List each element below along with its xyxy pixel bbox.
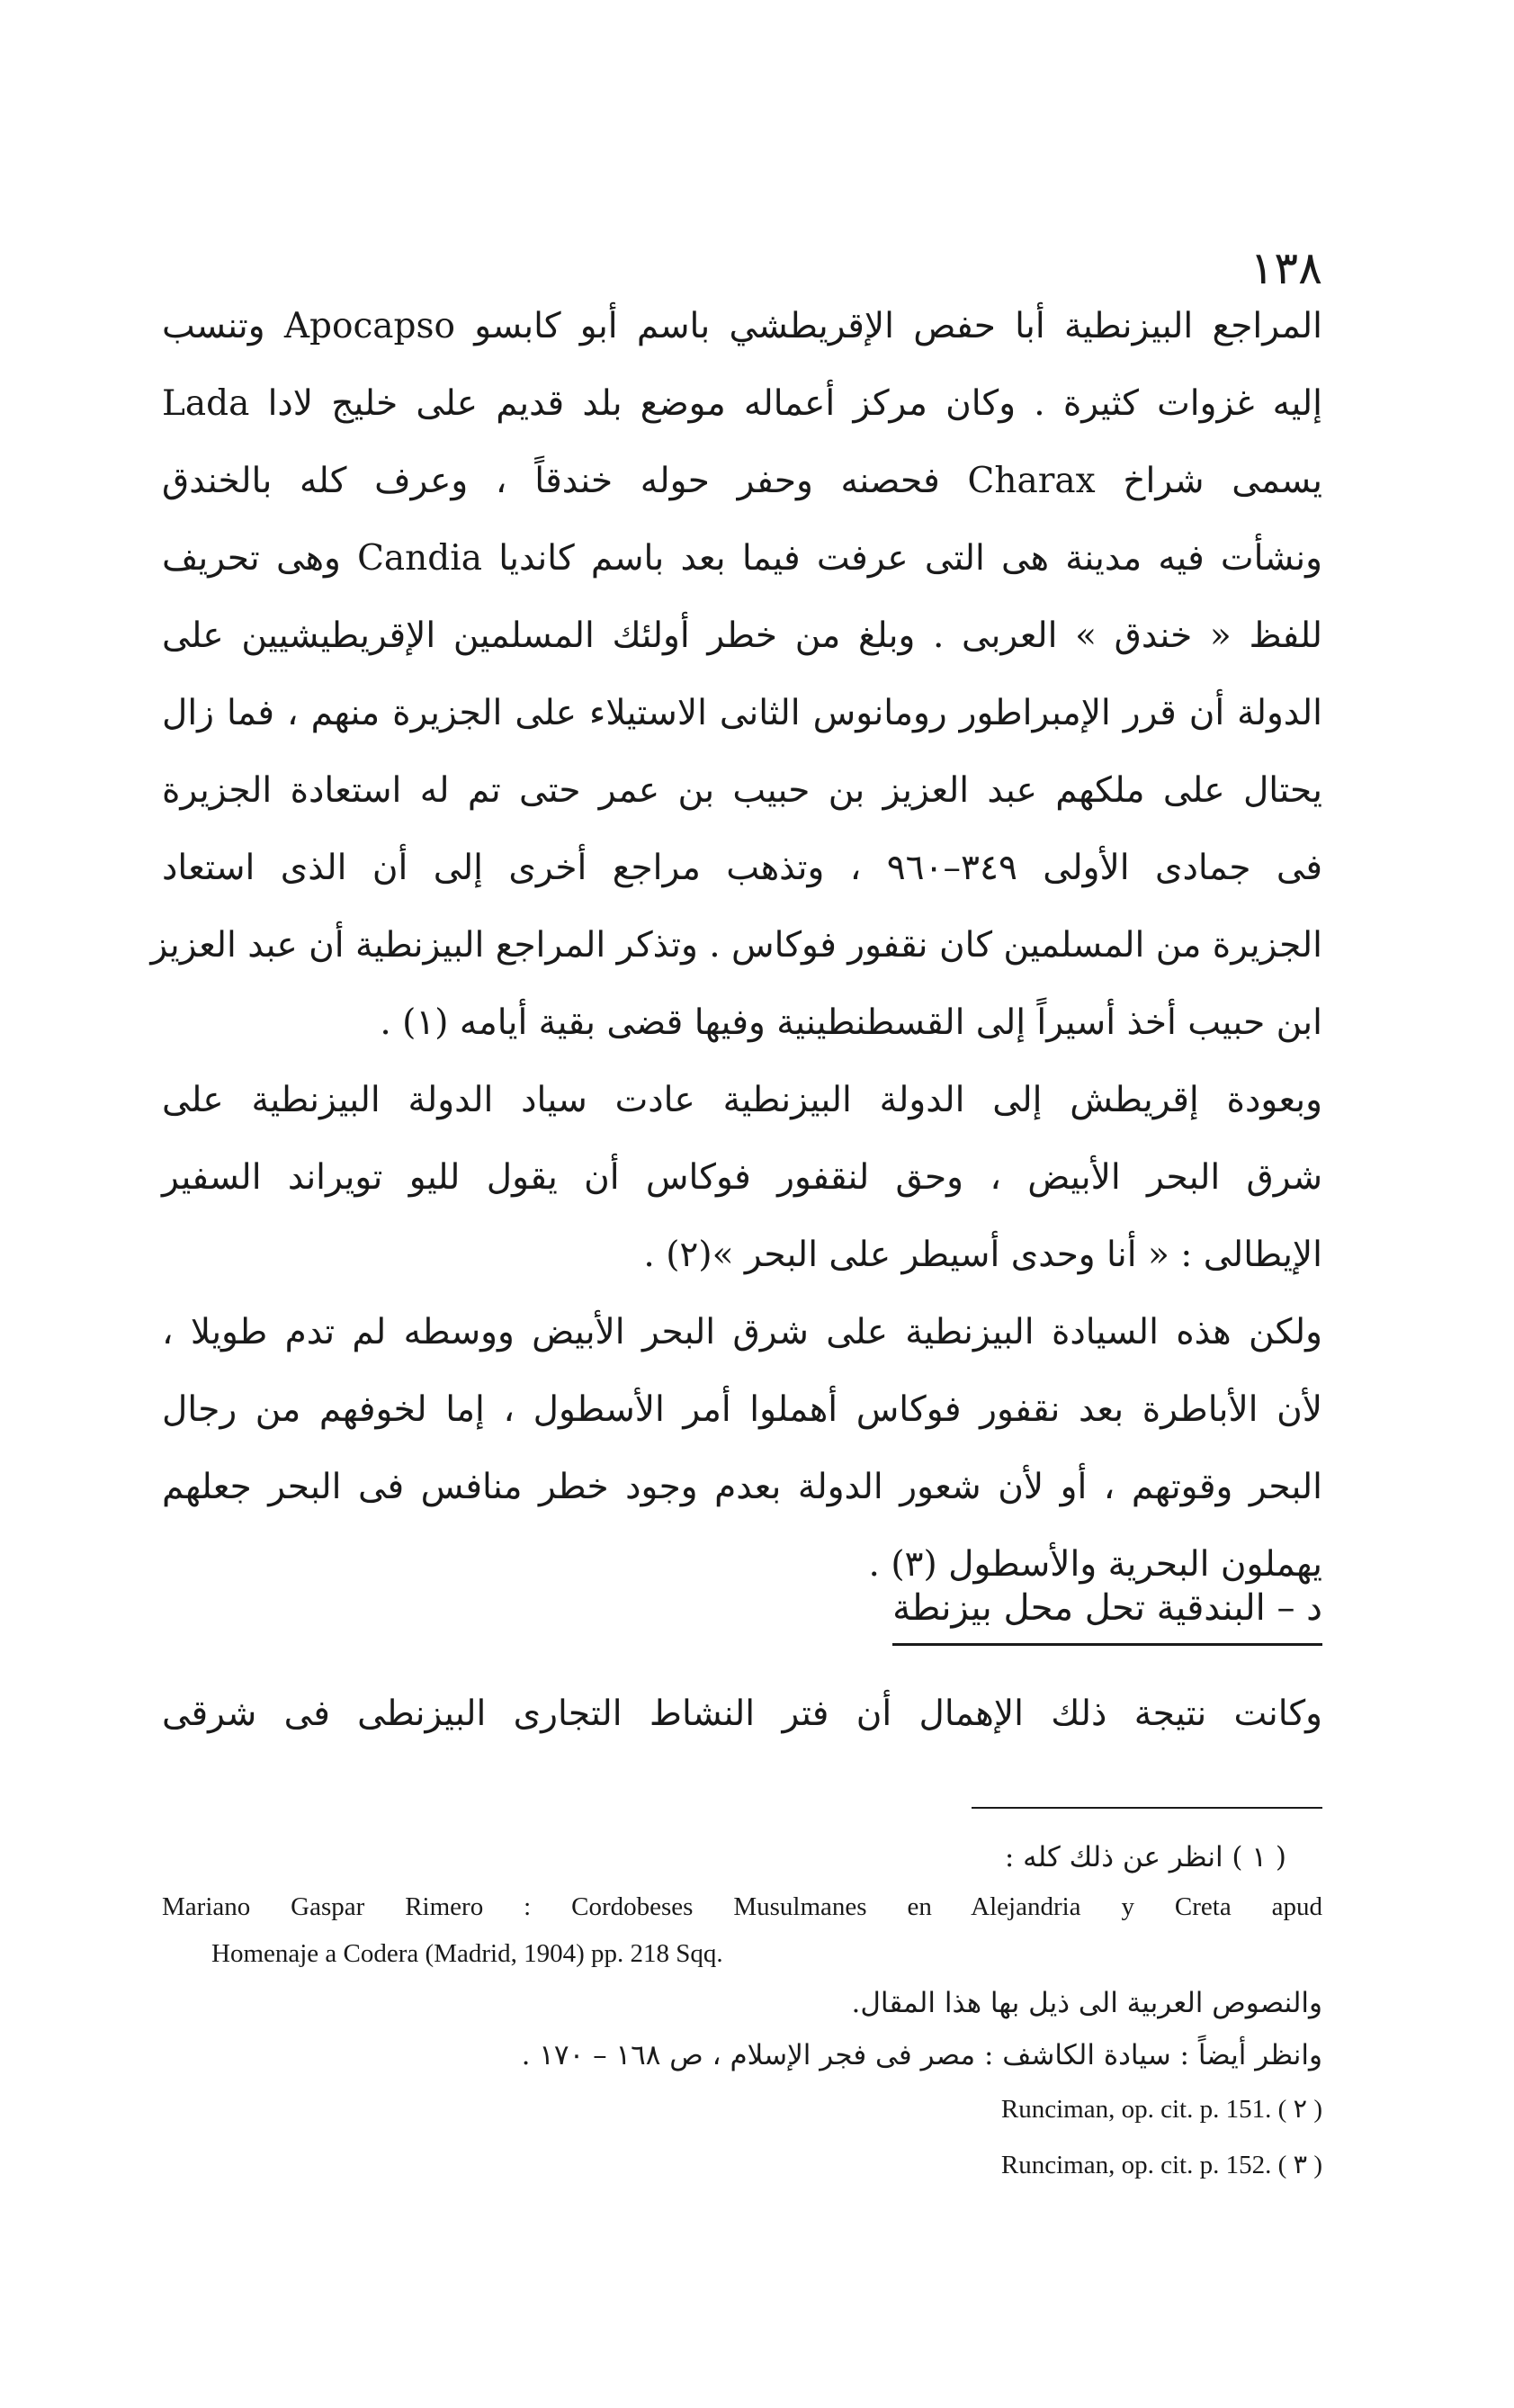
section-heading-container — [792, 1577, 1322, 1646]
body-line: شرق البحر الأبيض ، وحق لنقفور فوكاس أن يقول لليو تويراند السفير — [162, 1157, 1322, 1198]
body-line: فى جمادى الأولى ٣٤٩–٩٦٠ ، وتذهب مراجع أخرى إلى أن الذى استعاد — [162, 848, 1322, 888]
body-line: الجزيرة من المسلمين كان نقفور فوكاس . وتذكر المراجع البيزنطية أن عبد العزيز — [150, 925, 1322, 966]
body-line: لأن الأباطرة بعد نقفور فوكاس أهملوا أمر الأسطول ، إما لخوفهم من رجال — [162, 1389, 1322, 1430]
section-heading: د – البندقية تحل محل بيزنطة — [892, 1577, 1322, 1646]
body-line: الدولة أن قرر الإمبراطور رومانوس الثانى الاستيلاء على الجزيرة منهم ، فما زال — [162, 693, 1322, 733]
footnote-1-intro: ( ١ ) انظر عن ذلك كله : — [1004, 1841, 1286, 1873]
body-line: ونشأت فيه مدينة هى التى عرفت فيما بعد باسم كانديا Candia وهى تحريف — [162, 538, 1322, 579]
main-body-text — [150, 288, 1323, 1604]
footnote-3: Runciman, op. cit. p. 152. ( ٣ ) — [1000, 2151, 1322, 2179]
footnote-1-citation-line-2: Homenaje a Codera (Madrid, 1904) pp. 218 Sqq. — [211, 1939, 723, 1968]
page-number: ١٣٨ — [1250, 242, 1322, 294]
body-line: يحتال على ملكهم عبد العزيز بن حبيب بن عمر حتى تم له استعادة الجزيرة — [162, 770, 1322, 811]
body-line: وكانت نتيجة ذلك الإهمال أن فتر النشاط التجارى البيزنطى فى شرقى — [162, 1694, 1322, 1734]
footnote-1-citation-line-1: Mariano Gaspar Rimero : Cordobeses Musulmanes en Alejandria y Creta apud — [162, 1892, 1322, 1921]
footnotes — [162, 1831, 1322, 2193]
body-line: وبعودة إقريطش إلى الدولة البيزنطية عادت سياد الدولة البيزنطية على — [162, 1080, 1322, 1120]
body-line: يسمى شراخ Charax فحصنه وحفر حوله خندقاً ، وعرف كله بالخندق — [162, 461, 1323, 501]
body-line-paragraph-end: ابن حبيب أخذ أسيراً إلى القسطنطينية وفيها قضى بقية أيامه (١) . — [380, 1002, 1322, 1043]
body-line: المراجع البيزنطية أبا حفص الإقريطشي باسم أبو كابسو Apocapso وتنسب — [162, 306, 1322, 346]
body-line: البحر وقوتهم ، أو لأن شعور الدولة بعدم وجود خطر منافس فى البحر جعلهم — [162, 1467, 1322, 1507]
footnote-separator-rule — [972, 1807, 1322, 1809]
body-line-paragraph-end: يهملون البحرية والأسطول (٣) . — [868, 1544, 1322, 1585]
body-line: إليه غزوات كثيرة . وكان مركز أعماله موضع بلد قديم على خليج لادا Lada — [162, 383, 1322, 424]
closing-paragraph — [162, 1676, 1322, 1753]
footnote-2: Runciman, op. cit. p. 151. ( ٢ ) — [1000, 2095, 1322, 2124]
body-line: ولكن هذه السيادة البيزنطية على شرق البحر الأبيض ووسطه لم تدم طويلا ، — [162, 1312, 1322, 1352]
body-line-paragraph-end: الإيطالى : « أنا وحدى أسيطر على البحر »(٢) . — [643, 1235, 1322, 1275]
body-line: للفظ « خندق » العربى . وبلغ من خطر أولئك المسلمين الإقريطيشيين على — [162, 615, 1322, 656]
footnote-1-arabic-note: والنصوص العربية الى ذيل بها هذا المقال. — [851, 1987, 1322, 2019]
footnote-1-see-also: وانظر أيضاً : سيادة الكاشف : مصر فى فجر الإسلام ، ص ١٦٨ – ١٧٠ . — [521, 2039, 1322, 2071]
